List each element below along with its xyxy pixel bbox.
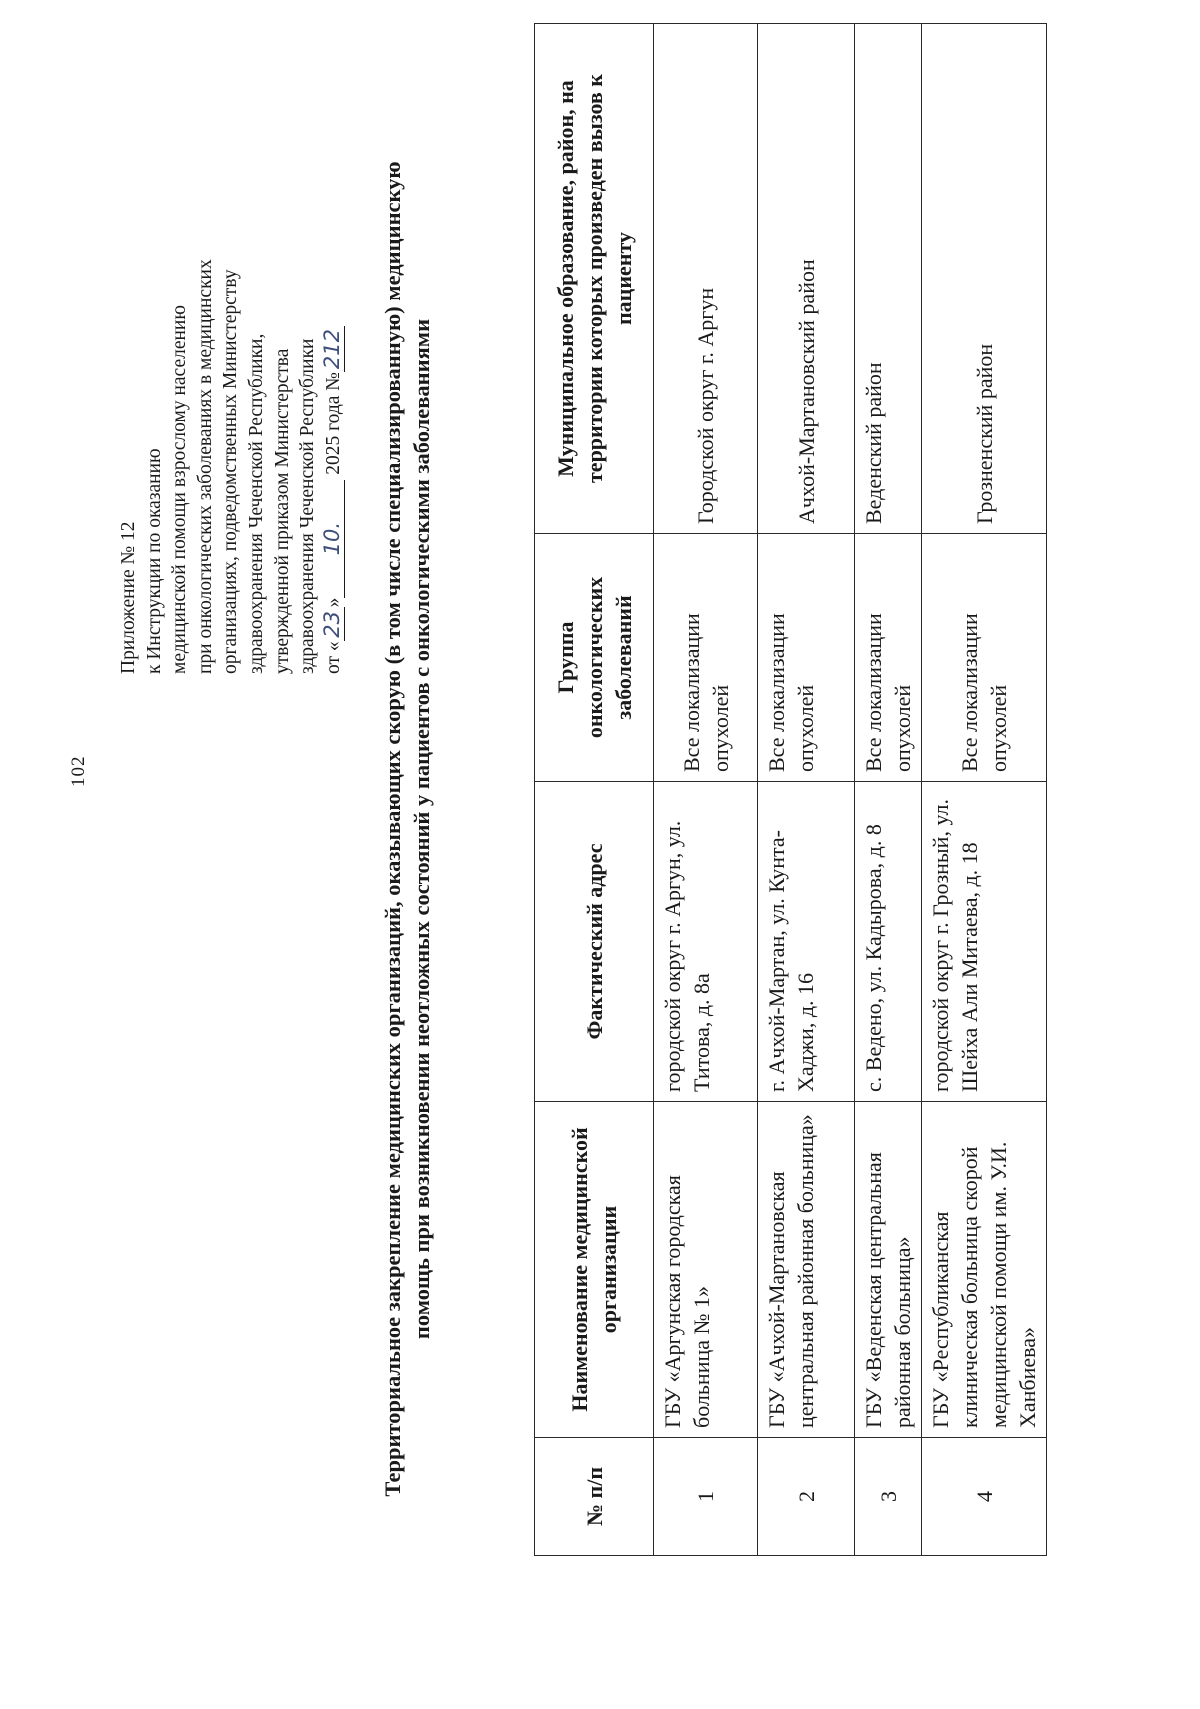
organization-name: ГБУ «Аргунская городская больница № 1» <box>654 1102 758 1438</box>
table-row <box>758 24 855 1556</box>
municipality: Ачхой-Мартановский район <box>758 24 855 534</box>
date-day-field <box>319 607 345 641</box>
date-prefix: от « <box>322 641 344 674</box>
date-year: 2025 года № <box>322 372 344 475</box>
date-sep: » <box>322 597 344 608</box>
cancer-group: Все локализации опухолей <box>855 534 922 782</box>
header-address: Фактический адрес <box>535 782 654 1102</box>
date-month-field <box>319 480 345 598</box>
header-organization: Наименование медицинской организации <box>535 1102 654 1438</box>
cancer-group: Все локализации опухолей <box>922 534 1047 782</box>
order-number-field <box>319 326 345 372</box>
row-number: 1 <box>654 1438 758 1556</box>
organization-name: ГБУ «Ачхой-Мартановская центральная районная больница» <box>758 1102 855 1438</box>
table-header-row <box>535 24 654 1556</box>
page-number: 102 <box>68 755 89 787</box>
appendix-block <box>116 54 346 674</box>
organization-name: ГБУ «Республиканская клиническая больница скорой медицинской помощи им. У.И. Ханбиева» <box>922 1102 1047 1438</box>
municipality: Городской округ г. Аргун <box>654 24 758 534</box>
appendix-line: к Инструкции по оказанию <box>143 448 165 674</box>
appendix-line: организациях, подведомственных Министерству <box>220 269 242 674</box>
cancer-group: Все локализации опухолей <box>654 534 758 782</box>
row-number: 2 <box>758 1438 855 1556</box>
municipality: Веденский район <box>855 24 922 534</box>
appendix-line: медицинской помощи взрослому населению <box>169 305 191 674</box>
municipality: Грозненский район <box>922 24 1047 534</box>
organization-name: ГБУ «Веденская центральная районная больница» <box>855 1102 922 1438</box>
order-date-line <box>321 54 347 674</box>
appendix-line: Приложение № 12 <box>118 521 139 674</box>
header-cancer-group: Группа онкологических заболеваний <box>535 534 654 782</box>
appendix-line: утвержденной приказом Министерства <box>271 348 293 674</box>
appendix-line: при онкологических заболеваниях в медицинских <box>194 259 216 674</box>
date-month: 10. <box>319 521 344 556</box>
address: городской округ г. Аргун, ул. Титова, д. 8а <box>654 782 758 1102</box>
row-number: 3 <box>855 1438 922 1556</box>
registry-table <box>534 23 1047 1556</box>
table-row <box>922 24 1047 1556</box>
address: с. Ведено, ул. Кадырова, д. 8 <box>855 782 922 1102</box>
document-title: Территориальное закрепление медицинских организаций, оказывающих скорую (в том числе специализированную) медицинскую помощь при возникновении неотложных состояний у пациентов с онкологическими заболеваниями <box>380 161 434 1497</box>
appendix-line: здравоохранения Чеченской Республики <box>297 338 319 674</box>
table-row <box>654 24 758 1556</box>
header-number: № п/п <box>535 1438 654 1556</box>
address: г. Ачхой-Мартан, ул. Кунта-Хаджи, д. 16 <box>758 782 855 1102</box>
cancer-group: Все локализации опухолей <box>758 534 855 782</box>
header-municipality: Муниципальное образование, район, на территории которых произведен вызов к пациенту <box>535 24 654 534</box>
date-day: 23 <box>319 611 344 638</box>
appendix-line: здравоохранения Чеченской Республики, <box>245 333 267 674</box>
address: городской округ г. Грозный, ул. Шейха Али Митаева, д. 18 <box>922 782 1047 1102</box>
row-number: 4 <box>922 1438 1047 1556</box>
order-number: 212 <box>319 329 344 370</box>
table-row <box>855 24 922 1556</box>
